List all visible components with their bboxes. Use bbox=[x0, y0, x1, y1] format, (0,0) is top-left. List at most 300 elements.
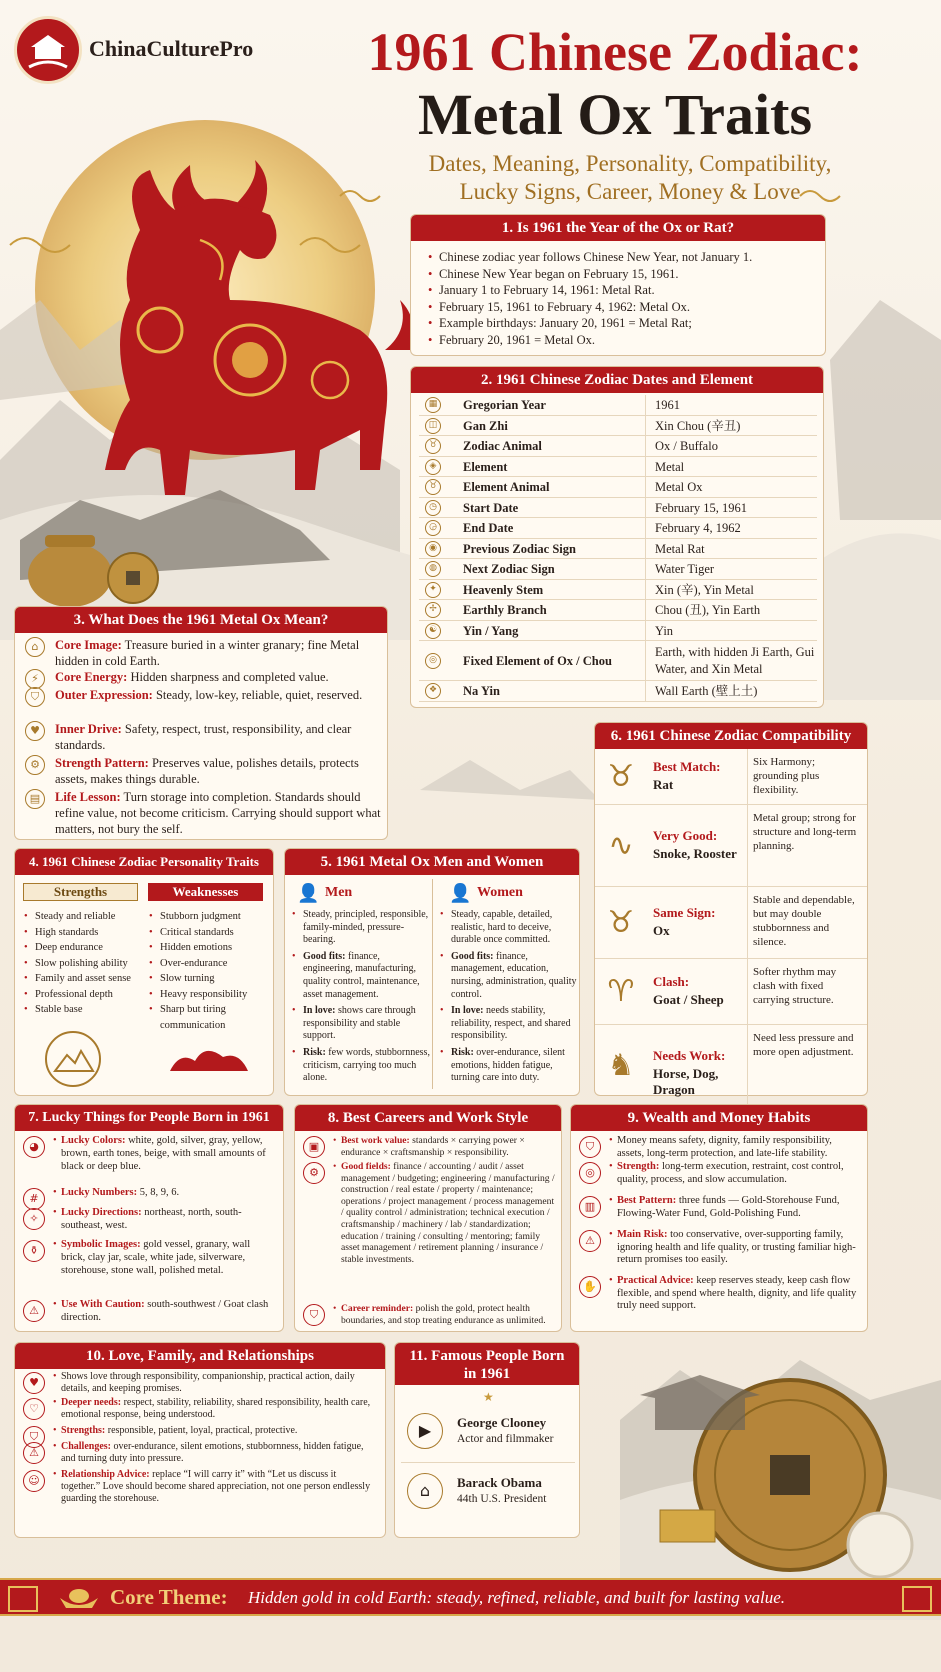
list-item bbox=[575, 1275, 865, 1321]
warning-icon: ⚠ bbox=[23, 1300, 45, 1322]
row-value: Metal bbox=[655, 459, 685, 474]
compat-divider bbox=[747, 959, 748, 1025]
bullet: • bbox=[609, 1229, 613, 1240]
list-text bbox=[53, 1187, 275, 1200]
compat-signs: Snoke, Rooster bbox=[653, 846, 737, 861]
bullet: • bbox=[53, 1469, 57, 1480]
list-text bbox=[55, 755, 385, 787]
heart-outline-icon: ♡ bbox=[23, 1398, 45, 1420]
item-key: In love: bbox=[303, 1005, 336, 1017]
table-row bbox=[419, 641, 817, 681]
item-value: few words, stubbornness, criticism, carrying too much alone. bbox=[303, 1046, 430, 1084]
horse-dog-icon: ♞ bbox=[607, 1048, 635, 1083]
compat-signs: Rat bbox=[653, 777, 674, 792]
goat-icon: ♈ bbox=[607, 974, 635, 1009]
list-label: Strengths: bbox=[61, 1425, 106, 1436]
element-icon: ◈ bbox=[425, 459, 441, 475]
section-wealth bbox=[570, 1104, 868, 1332]
list-value: three funds — Gold-Storehouse Fund, Flowing-Water Fund, Gold-Polishing Fund. bbox=[617, 1195, 840, 1219]
column-divider bbox=[645, 498, 646, 519]
metal-ox-icon: ♉ bbox=[425, 479, 441, 495]
column-divider bbox=[645, 681, 646, 702]
women-item bbox=[439, 1005, 577, 1043]
bullet: • bbox=[609, 1135, 613, 1146]
list-value: Steady, low-key, reliable, quiet, reserved. bbox=[155, 688, 363, 702]
list-value: polish the gold, protect health boundaries, and stop treating endurance as unlimited. bbox=[341, 1303, 546, 1326]
list-text bbox=[333, 1135, 555, 1158]
list-value: Safety, respect, trust, responsibility, and clear standards. bbox=[55, 722, 352, 752]
list-item bbox=[19, 1425, 383, 1441]
list-value: northeast, north, south-southeast, west. bbox=[61, 1207, 242, 1231]
list-label: Lucky Numbers: bbox=[61, 1187, 138, 1198]
compat-label: Clash: bbox=[653, 974, 690, 989]
famous-person bbox=[401, 1403, 575, 1463]
table-row bbox=[419, 580, 817, 601]
heart-icon: ♥ bbox=[25, 721, 45, 741]
list-item bbox=[299, 1303, 559, 1333]
list-item bbox=[23, 721, 383, 755]
s1-item: • January 1 to February 14, 1961: Metal Rat. bbox=[427, 282, 819, 299]
strength-item: • Family and asset sense bbox=[23, 971, 143, 987]
compat-label: Same Sign: bbox=[653, 905, 716, 920]
famous-person bbox=[401, 1463, 575, 1523]
weakness-item: • Stubborn judgment bbox=[148, 909, 270, 925]
compat-signs: Horse, Dog, Dragon bbox=[653, 1066, 719, 1097]
table-row bbox=[419, 621, 817, 642]
gear-icon: ⚙ bbox=[25, 755, 45, 775]
list-label: Core Image: bbox=[55, 638, 122, 652]
column-divider bbox=[645, 477, 646, 498]
list-value: Preserves value, polishes details, protects assets, makes things durable. bbox=[55, 756, 359, 786]
section-compatibility bbox=[594, 722, 868, 1096]
men-item bbox=[291, 1005, 431, 1043]
section-careers bbox=[294, 1104, 562, 1332]
person-role: Actor and filmmaker bbox=[457, 1433, 554, 1445]
compatibility-row bbox=[595, 959, 867, 1025]
bullet: • bbox=[609, 1161, 613, 1172]
list-text bbox=[333, 1303, 555, 1326]
item-value: Steady, capable, detailed, realistic, hard to deceive, durable once committed. bbox=[451, 909, 553, 946]
wealth-list bbox=[575, 1135, 865, 1321]
compat-note: Six Harmony; grounding plus flexibility. bbox=[753, 756, 820, 796]
list-item bbox=[19, 1187, 281, 1207]
row-value: Xin Chou (辛丑) bbox=[655, 418, 741, 433]
list-text bbox=[55, 789, 385, 837]
shield-icon: ⛉ bbox=[303, 1304, 325, 1326]
list-text bbox=[55, 687, 385, 703]
bullet: • bbox=[333, 1135, 337, 1146]
list-item bbox=[299, 1161, 559, 1303]
stem-branch-icon: ◫ bbox=[425, 418, 441, 434]
section-love-family bbox=[14, 1342, 386, 1538]
strength-item: • Steady and reliable bbox=[23, 909, 143, 925]
row-label: Yin / Yang bbox=[463, 623, 519, 638]
tiger-icon: ◍ bbox=[425, 561, 441, 577]
bullet: • bbox=[53, 1441, 57, 1452]
fields-icon: ⚙ bbox=[303, 1162, 325, 1184]
bullet: • bbox=[53, 1397, 57, 1408]
snow-right bbox=[820, 533, 941, 700]
list-text bbox=[55, 669, 385, 685]
lucky-list bbox=[19, 1135, 281, 1329]
yin-yang-icon: ☯ bbox=[425, 623, 441, 639]
list-text bbox=[53, 1135, 275, 1173]
compat-label: Best Match: bbox=[653, 759, 721, 774]
compatibility-row bbox=[595, 1025, 867, 1107]
s1-item-continued bbox=[427, 332, 819, 349]
row-value: Metal Ox bbox=[655, 480, 703, 494]
list-value: Money means safety, dignity, family responsibility, assets, long-term protection, and late-life stability. bbox=[617, 1135, 832, 1159]
career-list bbox=[299, 1135, 559, 1333]
section-men-women bbox=[284, 848, 580, 1096]
list-label: Career reminder: bbox=[341, 1303, 414, 1314]
row-label: End Date bbox=[463, 521, 514, 535]
women-label: Women bbox=[477, 885, 523, 900]
column-divider bbox=[645, 641, 646, 681]
list-label: Best work value: bbox=[341, 1135, 410, 1146]
section-lucky-things bbox=[14, 1104, 284, 1332]
bullet: • bbox=[333, 1303, 337, 1314]
item-value: shows care through responsibility and stable support. bbox=[303, 1005, 416, 1042]
item-key: Risk: bbox=[451, 1046, 474, 1058]
end-date-icon: ◶ bbox=[425, 520, 441, 536]
bullet: • bbox=[53, 1425, 57, 1436]
list-item bbox=[19, 1441, 383, 1469]
row-label: Element Animal bbox=[463, 480, 550, 494]
compat-divider bbox=[747, 1025, 748, 1107]
bars-icon: ▥ bbox=[579, 1196, 601, 1218]
list-text bbox=[53, 1371, 375, 1395]
column-divider bbox=[645, 621, 646, 642]
list-text bbox=[609, 1195, 859, 1220]
core-theme-label: Core Theme: bbox=[110, 1585, 228, 1609]
strengths-label: Strengths bbox=[23, 883, 138, 901]
women-item bbox=[439, 1047, 577, 1085]
compat-note: Need less pressure and more open adjustment. bbox=[753, 1032, 854, 1058]
table-row bbox=[419, 436, 817, 457]
list-label: Core Energy: bbox=[55, 670, 128, 684]
s1-item-cont-text: February 20, 1961 = Metal Ox. bbox=[439, 332, 595, 347]
compatibility-row bbox=[595, 887, 867, 959]
row-label: Gan Zhi bbox=[463, 418, 508, 433]
list-text bbox=[55, 721, 385, 753]
row-value: Chou (丑), Yin Earth bbox=[655, 603, 761, 617]
list-item bbox=[575, 1229, 865, 1275]
list-label: Relationship Advice: bbox=[61, 1469, 150, 1480]
list-text bbox=[53, 1425, 375, 1437]
list-label: Deeper needs: bbox=[61, 1397, 122, 1408]
table-row bbox=[419, 539, 817, 560]
item-value: over-endurance, silent emotions, hidden fatigue, turning care into duty. bbox=[451, 1046, 565, 1084]
list-text bbox=[609, 1161, 859, 1186]
corner-ornament-icon bbox=[900, 1584, 934, 1614]
shield-icon: ⛉ bbox=[25, 687, 45, 707]
s1-item: • Example birthdays: January 20, 1961 = Metal Rat; bbox=[427, 315, 819, 332]
column-divider bbox=[645, 539, 646, 560]
list-text bbox=[609, 1135, 859, 1160]
page-title-line2: Metal Ox Traits bbox=[417, 82, 813, 147]
list-item bbox=[23, 789, 383, 839]
list-value: responsible, patient, loyal, practical, protective. bbox=[107, 1425, 298, 1436]
item-value: finance, management, education, nursing, administration, quality control. bbox=[451, 950, 577, 1000]
woman-icon: 👤 bbox=[449, 883, 472, 904]
list-item bbox=[19, 1371, 383, 1397]
row-label: Next Zodiac Sign bbox=[463, 562, 555, 576]
subtitle-line1: Dates, Meaning, Personality, Compatibility, bbox=[428, 151, 832, 176]
list-text bbox=[55, 637, 385, 669]
item-key: In love: bbox=[451, 1005, 484, 1017]
weakness-item: • Heavy responsibility bbox=[148, 987, 270, 1003]
divider bbox=[432, 879, 433, 1089]
list-label: Strength: bbox=[617, 1161, 660, 1172]
row-value: Wall Earth (壁上土) bbox=[655, 684, 758, 698]
bullet: • bbox=[53, 1135, 57, 1146]
section-6-title: 6. 1961 Chinese Zodiac Compatibility bbox=[595, 723, 867, 749]
list-value: replace “I will carry it” with “Let us discuss it together.” Love should become shared appreciation, not one person endlessly guarding the storehouse. bbox=[61, 1469, 371, 1505]
row-label: Start Date bbox=[463, 500, 519, 515]
love-list bbox=[19, 1371, 383, 1521]
item-key: Good fits: bbox=[303, 950, 346, 962]
ox-icon: ♉ bbox=[425, 438, 441, 454]
list-text bbox=[333, 1161, 555, 1265]
row-value: February 15, 1961 bbox=[655, 500, 747, 515]
fixed-element-icon: ◎ bbox=[425, 653, 441, 669]
list-label: Use With Caution: bbox=[61, 1299, 145, 1310]
star-icon: ★ bbox=[483, 1390, 494, 1404]
compat-divider bbox=[747, 749, 748, 805]
table-row bbox=[419, 681, 817, 702]
strength-item: • Stable base bbox=[23, 1002, 143, 1018]
column-divider bbox=[645, 395, 646, 416]
section-4-title: 4. 1961 Chinese Zodiac Personality Traits bbox=[15, 849, 273, 875]
brand-logo-icon bbox=[14, 16, 82, 84]
person-role: 44th U.S. President bbox=[457, 1493, 547, 1505]
palette-icon: ◕ bbox=[23, 1136, 45, 1158]
row-value: Metal Rat bbox=[655, 541, 705, 556]
list-item bbox=[19, 1239, 281, 1299]
bullet: • bbox=[53, 1187, 57, 1198]
capitol-icon: ⌂ bbox=[407, 1473, 443, 1509]
person-name: George Clooney bbox=[457, 1415, 547, 1430]
section-9-title: 9. Wealth and Money Habits bbox=[571, 1105, 867, 1131]
section-8-title: 8. Best Careers and Work Style bbox=[295, 1105, 561, 1131]
snake-icon: ∿ bbox=[608, 828, 634, 863]
list-value: south-southwest / Goat clash direction. bbox=[61, 1299, 269, 1323]
table-row bbox=[419, 457, 817, 478]
men-item bbox=[291, 951, 431, 1001]
core-theme-banner bbox=[0, 1578, 941, 1616]
table-row bbox=[419, 559, 817, 580]
compat-note: Metal group; strong for structure and long-term planning. bbox=[753, 812, 857, 852]
list-label: Symbolic Images: bbox=[61, 1239, 141, 1250]
section-11-title: 11. Famous People Born in 1961 bbox=[395, 1343, 579, 1385]
men-item bbox=[291, 1047, 431, 1085]
table-row bbox=[419, 477, 817, 498]
gold-ingot bbox=[660, 1510, 715, 1542]
section-10-title: 10. Love, Family, and Relationships bbox=[15, 1343, 385, 1369]
compat-signs: Goat / Sheep bbox=[653, 992, 724, 1007]
list-label: Lucky Directions: bbox=[61, 1207, 142, 1218]
strength-item: • Slow polishing ability bbox=[23, 956, 143, 972]
list-value: too conservative, over-supporting family, ignoring health and life quality, or trusting familiar high-return promises too easily. bbox=[617, 1229, 856, 1266]
list-item bbox=[299, 1135, 559, 1161]
ox-head-icon: ♉ bbox=[607, 759, 635, 794]
men-list bbox=[291, 909, 431, 1089]
table-row bbox=[419, 416, 817, 437]
shield-icon: ⛉ bbox=[579, 1136, 601, 1158]
list-item bbox=[19, 1207, 281, 1239]
row-value: 1961 bbox=[655, 398, 680, 412]
core-theme-text: Hidden gold in cold Earth: steady, refined, reliable, and built for lasting value. bbox=[248, 1588, 786, 1607]
bullet: • bbox=[53, 1239, 57, 1250]
weakness-item: • Critical standards bbox=[148, 925, 270, 941]
list-label: Best Pattern: bbox=[617, 1195, 677, 1206]
numbers-icon: # bbox=[23, 1188, 45, 1210]
list-text bbox=[53, 1441, 375, 1465]
list-value: white, gold, silver, gray, yellow, brown, earth tones, beige, with small amounts of black or deep blue. bbox=[61, 1135, 266, 1172]
bullet: • bbox=[609, 1195, 613, 1206]
list-item bbox=[575, 1135, 865, 1161]
row-label: Previous Zodiac Sign bbox=[463, 541, 576, 556]
compat-divider bbox=[747, 805, 748, 887]
section-5-title: 5. 1961 Metal Ox Men and Women bbox=[285, 849, 579, 875]
strength-item: • High standards bbox=[23, 925, 143, 941]
film-camera-icon: ▶ bbox=[407, 1413, 443, 1449]
dates-table bbox=[419, 395, 817, 702]
compatibility-row bbox=[595, 805, 867, 887]
item-value: finance, engineering, manufacturing, quality control, maintenance, asset management. bbox=[303, 950, 420, 1000]
book-icon: ▤ bbox=[25, 789, 45, 809]
compat-label: Very Good: bbox=[653, 828, 718, 843]
red-cloud-icon bbox=[165, 1041, 255, 1081]
list-item bbox=[23, 687, 383, 721]
list-item bbox=[575, 1161, 865, 1195]
row-value: Water Tiger bbox=[655, 562, 715, 576]
column-divider bbox=[645, 416, 646, 437]
compat-note: Stable and dependable, but may double stubbornness and silence. bbox=[753, 894, 855, 948]
compatibility-row bbox=[595, 749, 867, 805]
row-value: Earth, with hidden Ji Earth, Gui Water, and Xin Metal bbox=[655, 645, 815, 676]
item-key: Good fits: bbox=[451, 950, 494, 962]
weakness-item: • Over-endurance bbox=[148, 956, 270, 972]
item-key: Risk: bbox=[303, 1046, 326, 1058]
item-value: needs stability, reliability, respect, and shared responsibility. bbox=[451, 1005, 571, 1042]
table-row bbox=[419, 600, 817, 621]
brand-name: ChinaCulturePro bbox=[89, 36, 254, 61]
compat-divider bbox=[747, 887, 748, 959]
weaknesses-list bbox=[148, 909, 270, 1033]
list-value: long-term execution, restraint, cost control, quality, process, and slow accumulation. bbox=[617, 1161, 844, 1185]
weakness-item: • Slow turning bbox=[148, 971, 270, 987]
row-value: Ox / Buffalo bbox=[655, 439, 718, 453]
list-label: Good fields: bbox=[341, 1161, 391, 1172]
section-7-title: 7. Lucky Things for People Born in 1961 bbox=[15, 1105, 283, 1131]
row-label: Fixed Element of Ox / Chou bbox=[463, 654, 612, 668]
column-divider bbox=[645, 559, 646, 580]
list-text bbox=[53, 1397, 375, 1421]
strength-item: • Deep endurance bbox=[23, 940, 143, 956]
list-item bbox=[19, 1299, 281, 1329]
hand-coin-icon: ✋ bbox=[579, 1276, 601, 1298]
bullet: • bbox=[53, 1299, 57, 1310]
list-label: Practical Advice: bbox=[617, 1275, 694, 1286]
list-text bbox=[53, 1469, 375, 1506]
meaning-list bbox=[23, 637, 383, 839]
women-item bbox=[439, 951, 577, 1001]
section-1-title: 1. Is 1961 the Year of the Ox or Rat? bbox=[411, 215, 825, 241]
mountain-medallion-icon bbox=[45, 1031, 101, 1087]
bullet: • bbox=[53, 1207, 57, 1218]
bullet: • bbox=[53, 1371, 57, 1382]
weaknesses-label: Weaknesses bbox=[148, 883, 263, 901]
compat-label: Needs Work: bbox=[653, 1048, 726, 1063]
list-value: Treasure buried in a winter granary; fine Metal hidden in cold Earth. bbox=[55, 638, 360, 668]
list-value: Shows love through responsibility, companionship, practical action, daily details, and keeping promises. bbox=[61, 1371, 355, 1395]
women-list bbox=[439, 909, 577, 1089]
s1-item: • February 15, 1961 to February 4, 1962: Metal Ox. bbox=[427, 299, 819, 316]
list-value: Turn storage into completion. Standards should refine value, not become criticism. Carrying should support what matters, not bury the self. bbox=[55, 790, 381, 836]
weakness-item: • Hidden emotions bbox=[148, 940, 270, 956]
list-item bbox=[575, 1195, 865, 1229]
item-value: Steady, principled, responsible, family-minded, pressure-bearing. bbox=[303, 909, 429, 946]
person-name: Barack Obama bbox=[457, 1475, 542, 1490]
row-label: Na Yin bbox=[463, 684, 500, 698]
list-label: Lucky Colors: bbox=[61, 1135, 126, 1146]
section-2-title: 2. 1961 Chinese Zodiac Dates and Element bbox=[411, 367, 823, 393]
bullet: • bbox=[609, 1275, 613, 1286]
row-value: Yin bbox=[655, 623, 674, 638]
bullet: • bbox=[333, 1161, 337, 1172]
compat-signs: Ox bbox=[653, 923, 670, 938]
start-date-icon: ◷ bbox=[425, 500, 441, 516]
shield-heart-icon: ⛉ bbox=[23, 1426, 45, 1448]
list-value: Hidden sharpness and completed value. bbox=[130, 670, 329, 684]
section-year-ox-or-rat bbox=[410, 214, 826, 356]
lightning-icon: ⚡ bbox=[25, 669, 45, 689]
people-list bbox=[401, 1403, 575, 1523]
list-text bbox=[53, 1299, 275, 1325]
row-label: Zodiac Animal bbox=[463, 439, 542, 453]
list-item bbox=[19, 1135, 281, 1187]
s1-item: • Chinese zodiac year follows Chinese New Year, not January 1. bbox=[427, 249, 819, 266]
men-label: Men bbox=[325, 885, 353, 900]
list-item bbox=[23, 755, 383, 789]
people-icon: ☺ bbox=[23, 1470, 45, 1492]
man-icon: 👤 bbox=[297, 883, 320, 904]
list-label: Inner Drive: bbox=[55, 722, 122, 736]
row-value: February 4, 1962 bbox=[655, 521, 741, 535]
list-label: Strength Pattern: bbox=[55, 756, 149, 770]
strength-item: • Professional depth bbox=[23, 987, 143, 1003]
strengths-list bbox=[23, 909, 143, 1018]
list-value: over-endurance, silent emotions, stubbornness, hidden fatigue, and turning duty into pressure. bbox=[61, 1441, 364, 1465]
table-row bbox=[419, 518, 817, 539]
list-value: 5, 8, 9, 6. bbox=[139, 1187, 180, 1198]
row-label: Heavenly Stem bbox=[463, 582, 544, 597]
row-label: Gregorian Year bbox=[463, 398, 546, 412]
column-divider bbox=[645, 436, 646, 457]
section-personality-traits bbox=[14, 848, 274, 1096]
compass-icon: ✧ bbox=[23, 1208, 45, 1230]
column-divider bbox=[645, 580, 646, 601]
gold-vessel bbox=[28, 543, 112, 607]
na-yin-icon: ❖ bbox=[425, 683, 441, 699]
list-value: finance / accounting / audit / asset management / budgeting; engineering / manufacturing / construction / real estate / property / maintenance; operations / project management / process management / quality control / administration; technical execution / craftsmanship / machinery / lab / standardization; education / training / consulting / mentoring; family asset management / retirement planning / insurance / stable investments. bbox=[341, 1161, 555, 1265]
heavenly-stem-icon: ✦ bbox=[425, 582, 441, 598]
list-text bbox=[53, 1239, 275, 1277]
mountains-mid bbox=[420, 760, 600, 800]
row-label: Earthly Branch bbox=[463, 603, 547, 617]
